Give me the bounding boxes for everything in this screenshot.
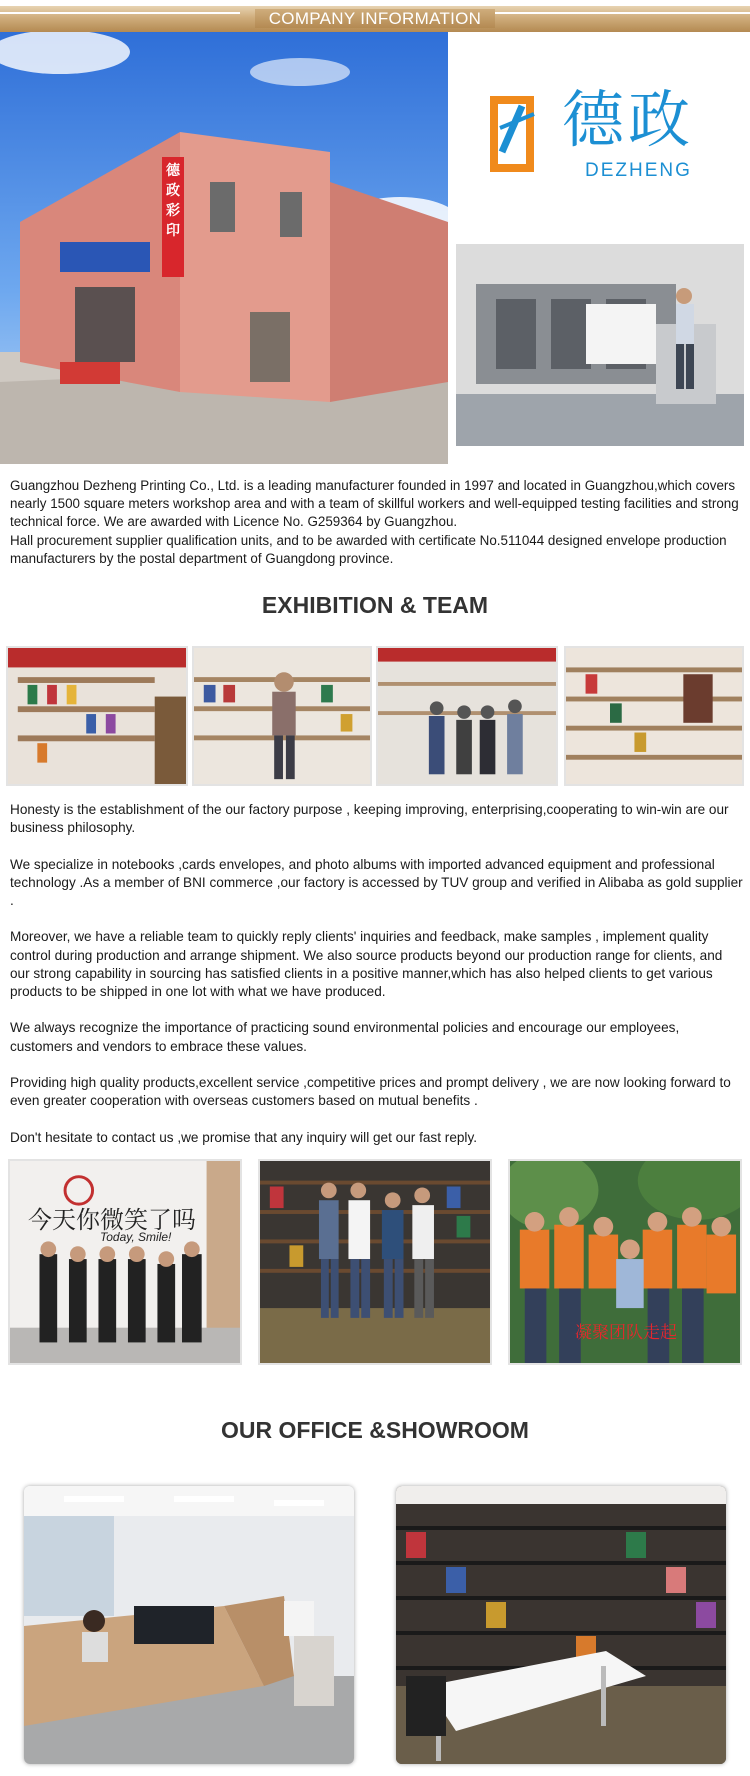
- dz-logo-icon: [488, 92, 536, 176]
- body-paragraph-2: We specialize in notebooks ,cards envelopes, and photo albums with imported advanced equipment and professional technology .As a member of BNI commerce ,our factory is accessed by TUV group and verified in Alibaba as gold supplier .: [10, 856, 743, 908]
- office-heading: OUR OFFICE &SHOWROOM: [221, 1417, 529, 1443]
- intro-paragraph-1: Guangzhou Dezheng Printing Co., Ltd. is a leading manufacturer founded in 1997 and located in Guangzhou,which covers nearly 1500 square meters workshop area and with a team of skillful workers and well-equipped testing facilities and strong technical force. We are awarded with Licence No. G259364 by Guangzhou.: [10, 478, 739, 530]
- body-paragraph-6: Don't hesitate to contact us ,we promise that any inquiry will get our fast reply.: [10, 1129, 478, 1145]
- body-paragraph-5: Providing high quality products,excellent service ,competitive prices and prompt delivery , we are now looking forward to even greater cooperation with overseas customers based on mutual benefits .: [10, 1074, 731, 1109]
- body-text: [10, 801, 745, 1165]
- exhibition-photo-1: [6, 646, 188, 786]
- body-paragraph-4: We always recognize the importance of practicing sound environmental policies and encourage our employees, customers and vendors to embrace these values.: [10, 1020, 680, 1054]
- exhibition-photo-3: [376, 646, 558, 786]
- team-photo-office: [8, 1159, 242, 1365]
- factory-sign: 德政彩印: [166, 162, 180, 238]
- logo-chinese: 德政: [562, 83, 695, 156]
- team-wall-slogan-en: Today, Smile!: [100, 1230, 172, 1244]
- body-paragraph-1: Honesty is the establishment of the our factory purpose , keeping improving, enterprising,cooperating to win-win are our business philosophy.: [10, 802, 729, 836]
- exhibition-photo-2: [192, 646, 372, 786]
- team-outing-caption: 凝聚团队走起: [575, 1323, 677, 1342]
- intro-paragraph-2: Hall procurement supplier qualification units, and to be awarded with certificate No.511044 designed envelope production manufacturers by the postal department of Guangdong province.: [10, 532, 727, 566]
- exhibition-heading: EXHIBITION & TEAM: [261, 592, 489, 618]
- body-paragraph-3: Moreover, we have a reliable team to quickly reply clients' inquiries and feedback, make samples , implement quality control during production and arrange shipment. We also source products beyond our production range for clients, and our strong capability in sourcing has satisfied clients in a positive manner,which has also helped clients to get various products to be shipped in one lot with what we have produced.: [10, 929, 723, 999]
- logo-brand: DEZHENG: [585, 160, 692, 181]
- exhibition-photo-4: [564, 646, 744, 786]
- team-wall-slogan: 今天你微笑了吗: [28, 1206, 196, 1234]
- office-photo: [24, 1486, 354, 1764]
- intro-text: [10, 477, 740, 568]
- factory-building-photo: [0, 32, 448, 464]
- showroom-photo: [396, 1486, 726, 1764]
- printing-machine-photo: [456, 244, 744, 446]
- page-title: COMPANY INFORMATION: [0, 6, 750, 32]
- team-photo-showroom: [258, 1159, 492, 1365]
